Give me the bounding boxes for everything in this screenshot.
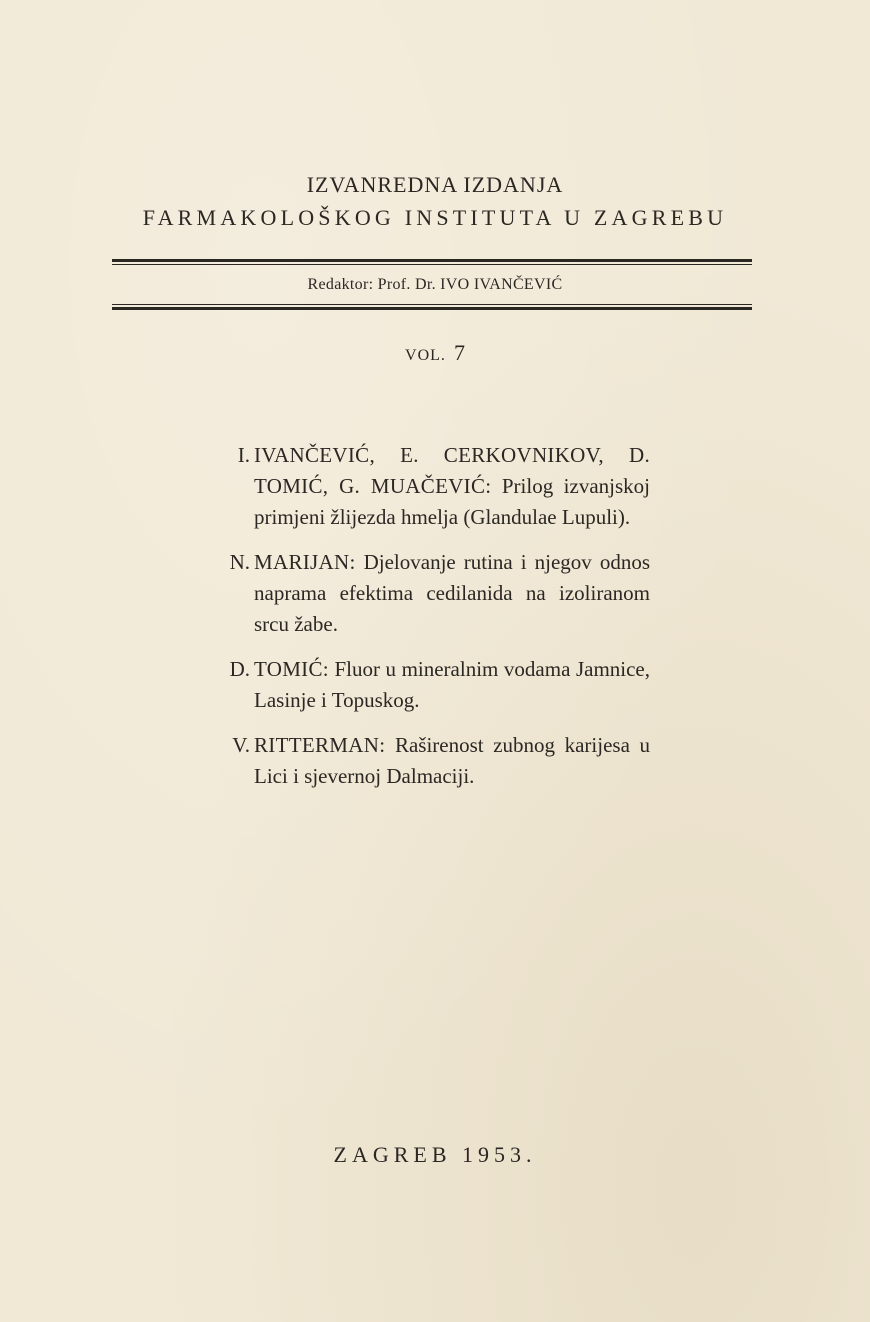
entry-title: Raširenost zubnog karijesa u Lici i sjevernoj Dalmaciji. (254, 733, 651, 788)
entry-text (254, 547, 650, 640)
contents-entry-1 (0, 440, 870, 533)
entry-authors: IVANČEVIĆ, E. CERKOVNIKOV, D. TOMIĆ, G. MUAČEVIĆ: (254, 443, 650, 498)
contents-entry-2 (0, 547, 870, 640)
entry-text (254, 730, 650, 792)
entry-title: Fluor u mineralnim vodama Jamnice, Lasinje i Topuskog. (254, 657, 650, 712)
entry-authors: TOMIĆ: (254, 657, 329, 681)
entry-initial: I. (237, 443, 250, 467)
editor-line: Redaktor: Prof. Dr. IVO IVANČEVIĆ (307, 276, 563, 293)
volume-number: 7 (453, 340, 465, 365)
entry-text (254, 654, 650, 716)
entry-text (254, 440, 650, 533)
entry-authors: MARIJAN: (254, 550, 356, 574)
contents-entry-3 (0, 654, 870, 716)
bottom-double-rule (112, 304, 752, 310)
entry-authors: RITTERMAN: (254, 733, 386, 757)
series-title-line-1: IZVANREDNA IZDANJA (306, 172, 564, 197)
volume-heading (0, 340, 870, 366)
top-double-rule (112, 259, 752, 265)
entry-initial: D. (229, 657, 250, 681)
entry-title: Djelovanje rutina i njegov odnos naprama efektima cedilanida na izoliranom srcu žabe. (254, 550, 650, 636)
contents-entry-4 (0, 730, 870, 792)
volume-label: VOL. (405, 347, 446, 364)
entry-title: Prilog izvanjskoj primjeni žlijezda hmelja (Glandulae Lupuli). (254, 474, 650, 529)
series-title-line-2: FARMAKOLOŠKOG INSTITUTA U ZAGREBU (142, 205, 728, 230)
entry-initial: V. (232, 733, 250, 757)
entry-initial: N. (229, 550, 250, 574)
contents-list (0, 440, 870, 806)
imprint: ZAGREB 1953. (333, 1142, 537, 1167)
